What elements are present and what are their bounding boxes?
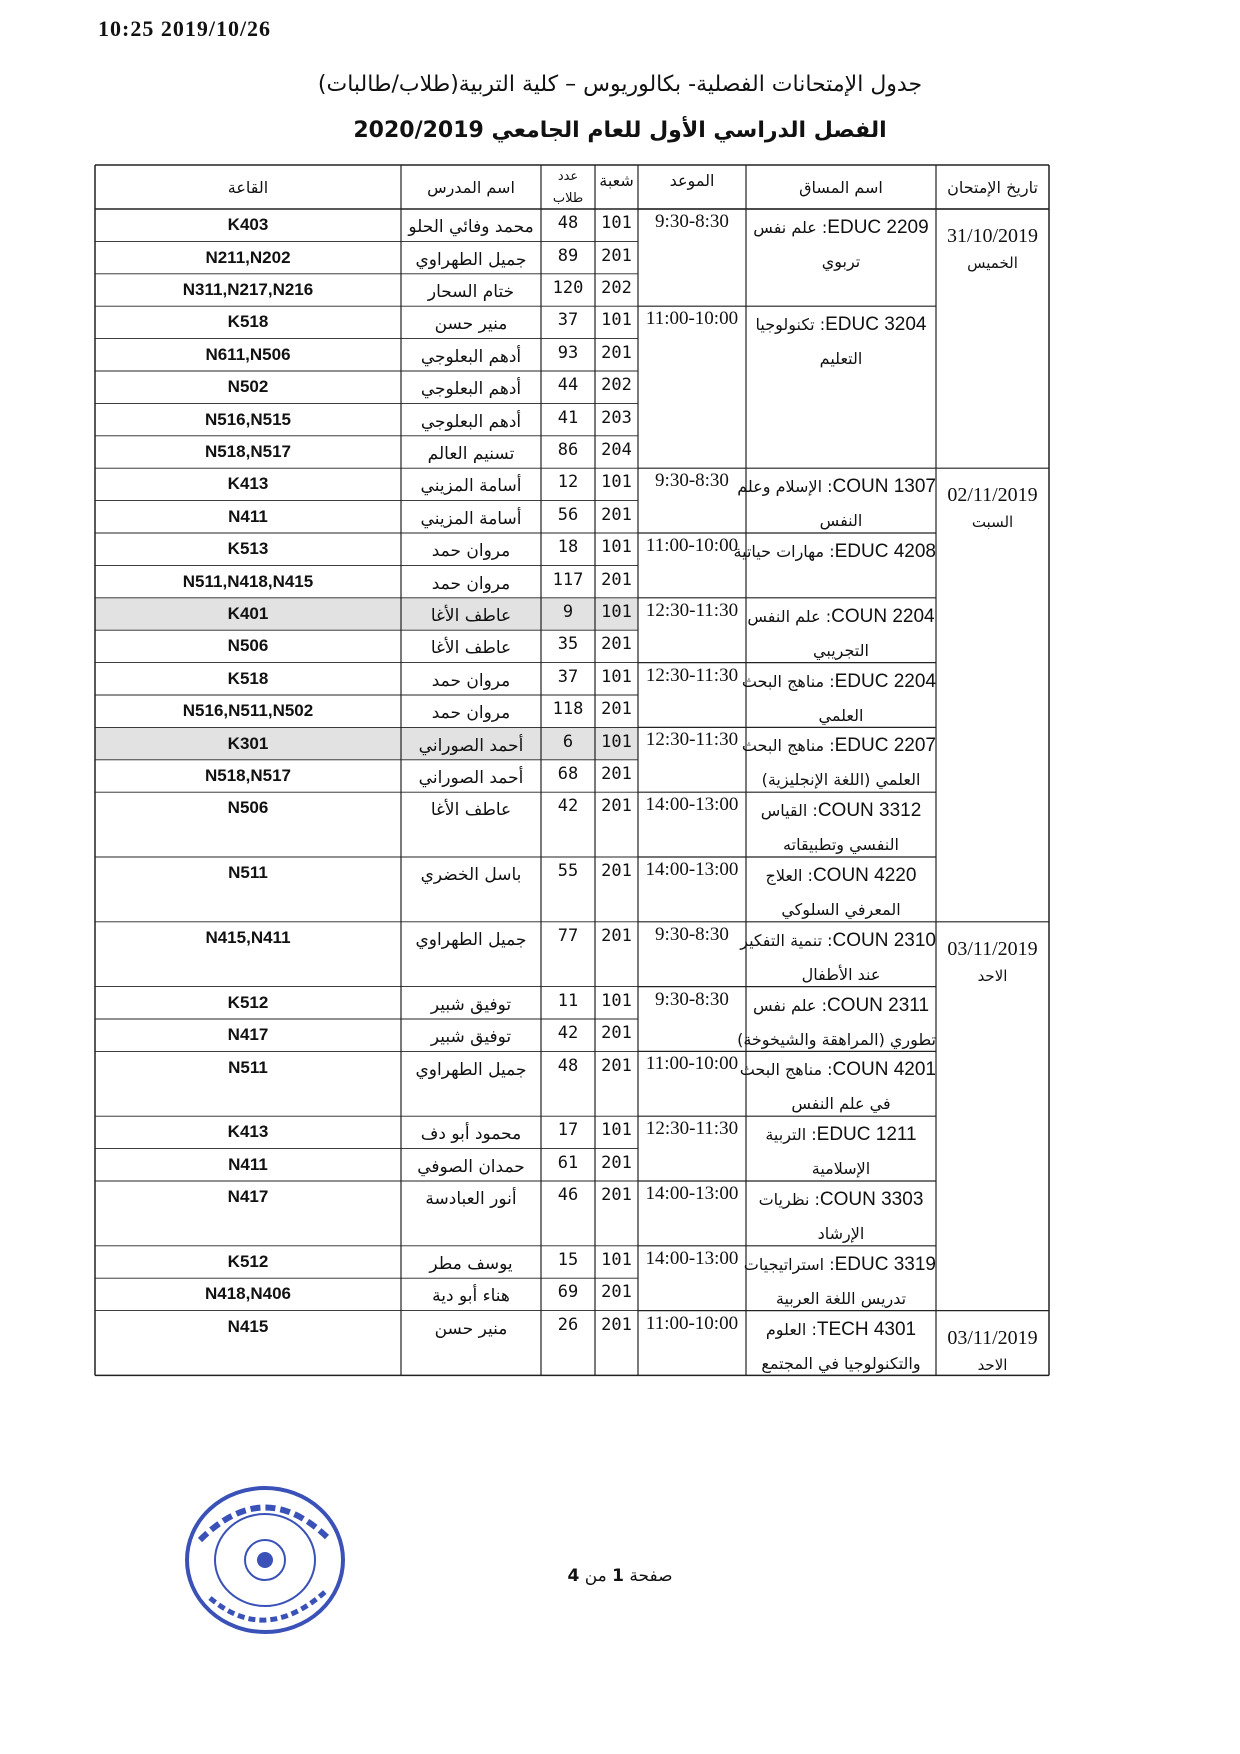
instructor-cell: أسامة المزيني [420,476,522,497]
section-cell: 201 [601,1282,632,1303]
hall-cell: K512 [227,992,269,1012]
hall-cell: K413 [227,1122,269,1142]
exam-date-cell [936,922,1049,985]
course-code: EDUC 1211 [816,1124,917,1146]
student-count-cell: 37 [557,310,579,331]
instructor-cell: توفيق شبير [430,1027,512,1048]
header-date: تاريخ الإمتحان [947,177,1038,197]
course-name-cell [746,1183,936,1251]
instructor-cell: ختام السحار [427,281,515,302]
student-count-cell: 48 [557,1055,579,1076]
course-code: EDUC 3204 [825,314,927,336]
student-count-cell: 42 [557,1023,579,1044]
instructor-cell: جميل الطهراوي [415,929,527,950]
student-count-cell: 6 [562,731,574,752]
section-cell: 201 [601,861,632,882]
exam-day: السبت [971,513,1014,532]
instructor-cell: يوسف مطر [429,1253,513,1274]
student-count-cell: 118 [552,699,584,720]
course-title-line1: : علم النفس [747,606,832,626]
course-name-cell [746,308,936,376]
course-code: EDUC 3319 [834,1253,936,1275]
exam-date: 03/11/2019 [947,1326,1038,1349]
student-count-cell: 26 [557,1314,579,1335]
exam-time-cell: 9:30-8:30 [655,923,729,945]
course-title-line2: النفس [819,511,863,531]
instructor-cell: محمود أبو دف [420,1124,522,1145]
student-count-cell: 15 [557,1249,579,1270]
instructor-cell: توفيق شبير [430,994,512,1015]
course-title-line2: التعليم [819,349,863,369]
section-cell: 203 [601,407,632,428]
course-title-line2: تطوري (المراهقة والشيخوخة) [737,1029,936,1049]
header-time: الموعد [669,170,715,190]
footer-page-word: صفحة [629,1566,673,1586]
exam-time-cell: 12:30-11:30 [645,1118,739,1140]
exam-date: 03/11/2019 [947,937,1038,960]
hall-cell: N611,N506 [205,344,291,364]
student-count-cell: 48 [557,213,579,234]
course-code: COUN 4201 [832,1059,936,1081]
student-count-cell: 69 [557,1282,579,1303]
course-title-line1: : مناهج البحث [741,736,835,756]
instructor-cell: عاطف الأغا [430,800,512,821]
course-title-line2: عند الأطفال [801,964,881,984]
course-name-cell [739,1053,936,1121]
exam-time-cell: 11:00-10:00 [645,1053,739,1075]
course-title-line1: : الإسلام وعلم [737,477,833,497]
hall-cell: N511 [228,1057,268,1077]
course-code: COUN 4220 [812,865,917,886]
course-name-cell [743,1248,936,1316]
instructor-cell: أحمد الصوراني [418,735,524,756]
course-title-line2: في علم النفس [791,1094,891,1114]
student-count-cell: 18 [557,537,579,558]
hall-cell: N511,N418,N415 [182,571,314,591]
hall-cell: N411 [228,506,268,526]
exam-date-cell [936,468,1049,531]
section-cell: 204 [601,439,632,460]
course-code: COUN 2310 [832,929,936,951]
course-title-line1: : القياس [760,801,818,821]
section-cell: 201 [601,342,632,363]
instructor-cell: مروان حمد [431,573,511,594]
instructor-cell: عاطف الأغا [430,605,512,626]
section-cell: 101 [601,213,632,234]
course-title-line1: : تكنولوجيا [755,315,826,335]
course-name-cell [737,470,936,538]
exam-time-cell: 12:30-11:30 [645,599,739,621]
student-count-cell: 61 [557,1152,579,1173]
section-cell: 201 [601,796,632,817]
student-count-cell: 117 [552,569,584,590]
hall-cell: N506 [227,636,269,656]
header-hall: القاعة [227,177,269,197]
student-count-cell: 12 [557,472,579,493]
exam-time-cell: 11:00-10:00 [645,308,739,330]
exam-time-cell: 14:00-13:00 [645,859,739,880]
hall-cell: N411 [228,1154,268,1174]
instructor-cell: محمد وفائي الحلو [408,217,534,238]
course-title-line1: : مهارات حياتية [733,542,835,561]
instructor-cell: مروان حمد [431,670,511,691]
section-cell: 101 [601,1120,632,1141]
header-students-2: طلاب [552,190,584,206]
section-cell: 101 [601,537,632,558]
exam-time-cell: 14:00-13:00 [645,1247,739,1269]
hall-cell: K413 [227,474,269,494]
course-name-cell [737,989,936,1057]
course-code: COUN 3312 [817,800,922,822]
course-title-line2: المعرفي السلوكي [781,900,901,919]
course-title-line1: : مناهج البحث [741,671,835,691]
course-name-cell [740,924,936,992]
student-count-cell: 68 [557,763,579,784]
course-name-cell [746,600,936,668]
header-students-1: عدد [557,168,579,184]
hall-cell: K512 [227,1251,269,1271]
hall-cell: N311,N217,N216 [182,279,314,299]
course-name-cell [746,1313,936,1381]
section-cell: 101 [601,666,632,687]
instructor-cell: تسنيم العالم [427,443,515,464]
course-title-line1: : نظريات [758,1190,820,1209]
exam-date-cell [936,1311,1049,1374]
course-title-line1: : علم نفس [752,995,827,1015]
section-cell: 201 [601,1185,632,1206]
course-name-cell [741,665,936,733]
course-title-line2: الإسلامية [811,1159,871,1179]
course-code: TECH 4301 [816,1318,917,1340]
student-count-cell: 55 [557,861,579,882]
exam-time-cell: 11:00-10:00 [645,1312,739,1334]
hall-cell: N518,N517 [204,765,291,785]
course-title-line1: : تنمية التفكير [740,930,833,950]
instructor-cell: جميل الطهراوي [415,1059,527,1080]
student-count-cell: 41 [557,407,579,428]
student-count-cell: 56 [557,504,579,525]
course-code: EDUC 4208 [834,541,936,562]
course-name-cell [733,535,936,569]
instructor-cell: منير حسن [434,1318,508,1339]
student-count-cell: 17 [557,1120,579,1141]
exam-date: 02/11/2019 [947,484,1038,507]
student-count-cell: 46 [557,1185,579,1206]
exam-schedule-table [95,165,1173,1533]
hall-cell: K518 [227,312,269,332]
hall-cell: N506 [227,798,269,818]
exam-time-cell: 14:00-13:00 [645,794,739,816]
student-count-cell: 93 [557,342,579,363]
hall-cell: N502 [227,377,269,397]
exam-day: الاحد [977,1355,1008,1374]
section-cell: 201 [601,925,632,946]
instructor-cell: هناء أبو دية [432,1286,510,1307]
hall-cell: N415 [227,1316,269,1336]
student-count-cell: 37 [557,666,579,687]
course-title-line2: العلمي (اللغة الإنجليزية) [761,770,921,790]
course-code: COUN 1307 [832,476,936,498]
hall-cell: K513 [227,539,269,559]
course-title-line1: : العلاج [765,866,813,885]
section-cell: 202 [601,277,632,298]
course-title-line1: : علم نفس [753,218,828,237]
footer-of-word: من [584,1566,607,1586]
student-count-cell: 77 [557,925,579,946]
faculty-seal-logo [180,1480,350,1640]
instructor-cell: مروان حمد [431,703,511,724]
section-cell: 101 [601,472,632,493]
exam-day: الخميس [967,254,1018,272]
instructor-cell: أدهم البعلوجي [420,346,522,367]
section-cell: 201 [601,504,632,525]
student-count-cell: 120 [552,277,584,298]
course-name-cell [746,1118,936,1186]
exam-time-cell: 9:30-8:30 [655,211,729,232]
hall-cell: N518,N517 [204,441,291,461]
course-code: COUN 2204 [831,605,935,627]
document-subtitle: الفصل الدراسي الأول للعام الجامعي 2020/2019 [353,118,887,143]
hall-cell: N516,N511,N502 [182,701,314,721]
instructor-cell: أسامة المزيني [420,508,522,529]
student-count-cell: 86 [557,439,579,460]
instructor-cell: باسل الخضري [420,865,522,886]
hall-cell: K518 [227,668,269,688]
exam-time-cell: 12:30-11:30 [645,729,739,751]
section-cell: 201 [601,1055,632,1076]
instructor-cell: أحمد الصوراني [418,767,524,788]
section-cell: 201 [601,699,632,720]
exam-day: الاحد [977,966,1008,985]
course-title-line2: العلمي [818,705,864,725]
exam-time-cell: 14:00-13:00 [645,1183,739,1204]
course-name-cell [746,211,936,279]
exam-time-cell: 12:30-11:30 [645,664,739,686]
header-course: اسم المساق [799,177,883,197]
course-code: EDUC 2204 [834,670,936,692]
print-timestamp: 10:25 2019/10/26 [98,16,272,41]
hall-cell: N418,N406 [204,1284,291,1304]
instructor-cell: أدهم البعلوجي [420,379,522,400]
section-cell: 101 [601,731,632,752]
course-title-line2: النفسي وتطبيقاته [783,835,899,855]
student-count-cell: 44 [557,375,579,396]
instructor-cell: عاطف الأغا [430,638,512,659]
hall-cell: N211,N202 [205,247,291,267]
course-title-line1: : العلوم [765,1319,817,1339]
instructor-cell: أنور العبادسة [425,1189,517,1210]
hall-cell: K403 [227,215,269,235]
section-cell: 101 [601,990,632,1011]
instructor-cell: حمدان الصوفي [417,1156,525,1177]
section-cell: 201 [601,569,632,590]
footer-page-number: 1 [612,1566,624,1586]
exam-time-cell: 11:00-10:00 [645,535,739,556]
exam-time-cell: 9:30-8:30 [655,470,729,492]
student-count-cell: 11 [557,990,579,1011]
section-cell: 101 [601,310,632,331]
document-title: جدول الإمتحانات الفصلية- بكالوريوس – كلية التربية(طلاب/طالبات) [317,72,923,97]
footer-page-total: 4 [567,1566,580,1586]
section-cell: 101 [601,1249,632,1270]
course-title-line2: تربوي [821,252,861,271]
course-title-line2: والتكنولوجيا في المجتمع [761,1353,921,1373]
student-count-cell: 42 [557,796,579,817]
student-count-cell: 9 [562,601,574,622]
hall-cell: K301 [227,733,269,753]
course-title-line1: : مناهج البحث [739,1060,833,1080]
hall-cell: N415,N411 [205,927,291,947]
exam-date-cell [936,209,1049,272]
hall-cell: N516,N515 [204,409,291,429]
instructor-cell: جميل الطهراوي [415,249,527,270]
course-title-line1: : استراتيجيات [743,1254,835,1274]
section-cell: 101 [601,601,632,622]
course-code: COUN 3303 [819,1189,924,1210]
exam-date: 31/10/2019 [946,225,1039,247]
header-section: شعبة [599,170,634,190]
course-title-line2: الإرشاد [817,1224,865,1243]
hall-cell: K401 [227,603,269,623]
instructor-cell: أدهم البعلوجي [420,411,522,432]
course-title-line1: : التربية [765,1125,817,1145]
hall-cell: N417 [227,1025,269,1045]
course-code: COUN 2311 [826,994,930,1016]
instructor-cell: مروان حمد [431,541,511,562]
section-cell: 201 [601,763,632,784]
course-code: EDUC 2207 [834,735,936,757]
instructor-cell: منير حسن [434,314,508,335]
course-name-cell [741,729,936,797]
course-name-cell [746,794,936,862]
section-cell: 201 [601,1152,632,1173]
student-count-cell: 89 [557,245,579,266]
section-cell: 202 [601,375,632,396]
section-cell: 201 [601,245,632,266]
hall-cell: N417 [227,1187,269,1207]
course-code: EDUC 2209 [827,217,929,238]
hall-cell: N511 [228,863,268,883]
course-title-line2: التجريبي [813,640,869,660]
section-cell: 201 [601,1314,632,1335]
section-cell: 201 [601,634,632,655]
course-title-line2: تدريس اللغة العربية [775,1288,907,1308]
exam-time-cell: 9:30-8:30 [655,988,729,1010]
course-name-cell [746,859,936,927]
section-cell: 201 [601,1023,632,1044]
student-count-cell: 35 [557,634,579,655]
header-instructor: اسم المدرس [427,177,515,197]
